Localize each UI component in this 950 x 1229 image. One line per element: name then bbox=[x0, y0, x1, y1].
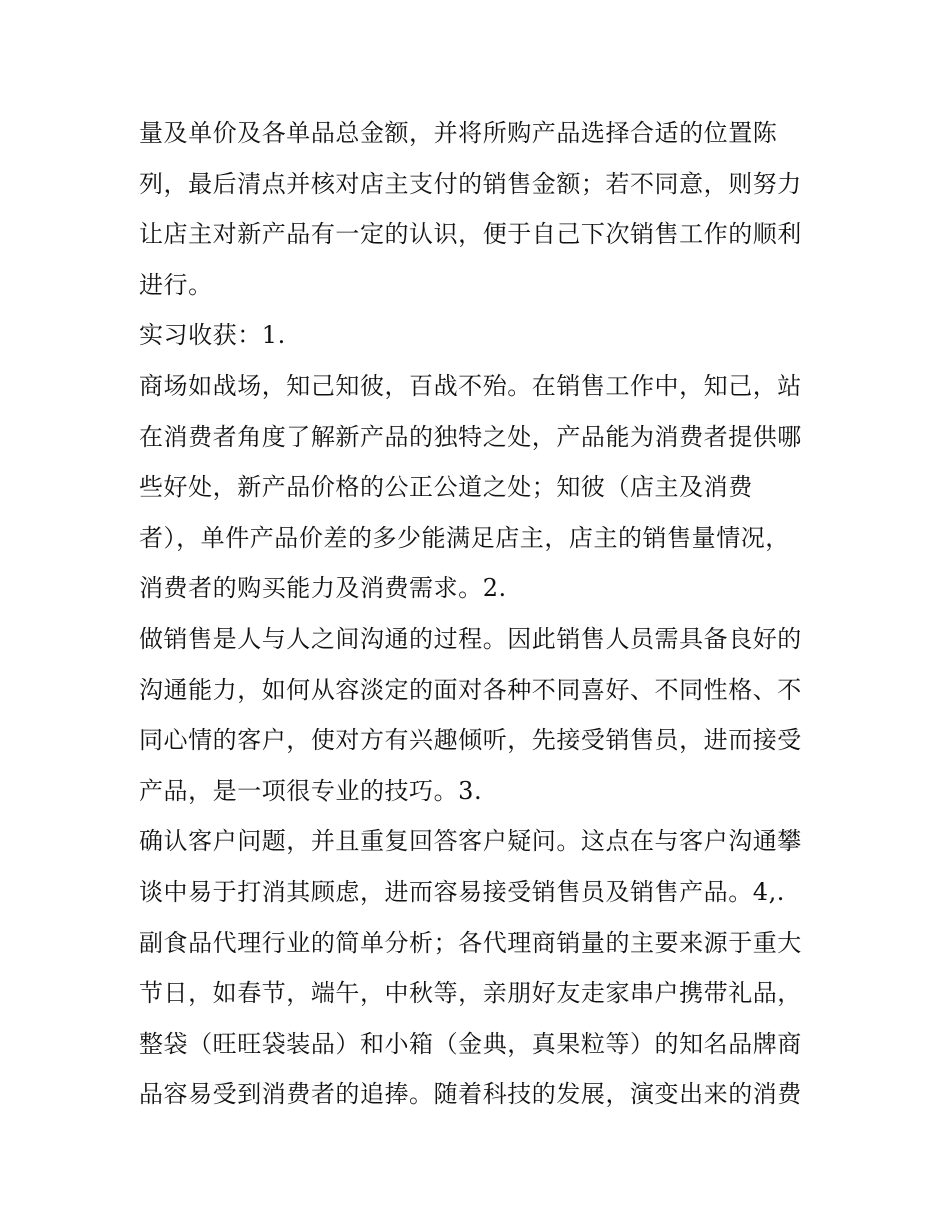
text-line: 让店主对新产品有一定的认识，便于自己下次销售工作的顺利 bbox=[139, 220, 802, 249]
text-line: 节日，如春节，端午，中秋等，亲朋好友走家串户携带礼品， bbox=[139, 979, 802, 1008]
text-line: 列，最后清点并核对店主支付的销售金额；若不同意，则努力 bbox=[139, 169, 802, 198]
text-line: 进行。 bbox=[139, 270, 213, 299]
text-line: 确认客户问题，并且重复回答客户疑问。这点在与客户沟通攀 bbox=[139, 827, 802, 856]
text-line: 沟通能力，如何从容淡定的面对各种不同喜好、不同性格、不 bbox=[139, 675, 802, 704]
text-line: 商场如战场，知己知彼，百战不殆。在销售工作中，知己，站 bbox=[139, 371, 802, 400]
section-heading: 实习收获：1. bbox=[139, 321, 286, 350]
text-line: 品容易受到消费者的追捧。随着科技的发展，演变出来的消费 bbox=[139, 1080, 802, 1109]
text-line: 者），单件产品价差的多少能满足店主，店主的销售量情况， bbox=[139, 523, 790, 552]
text-line: 在消费者角度了解新产品的独特之处，产品能为消费者提供哪 bbox=[139, 422, 802, 451]
text-line: 同心情的客户，使对方有兴趣倾听，先接受销售员，进而接受 bbox=[139, 726, 802, 755]
body-text bbox=[139, 108, 819, 1120]
text-line: 做销售是人与人之间沟通的过程。因此销售人员需具备良好的 bbox=[139, 624, 802, 653]
text-line: 些好处，新产品价格的公正公道之处；知彼（店主及消费 bbox=[139, 473, 753, 502]
text-line: 消费者的购买能力及消费需求。2. bbox=[139, 574, 507, 603]
text-line: 量及单价及各单品总金额，并将所购产品选择合适的位置陈 bbox=[139, 119, 778, 147]
text-line: 产品，是一项很专业的技巧。3. bbox=[139, 776, 483, 805]
text-line: 整袋（旺旺袋装品）和小箱（金典，真果粒等）的知名品牌商 bbox=[139, 1029, 802, 1058]
text-line: 谈中易于打消其顾虑，进而容易接受销售员及销售产品。4,. bbox=[139, 877, 785, 906]
text-line: 副食品代理行业的简单分析；各代理商销量的主要来源于重大 bbox=[139, 928, 802, 957]
